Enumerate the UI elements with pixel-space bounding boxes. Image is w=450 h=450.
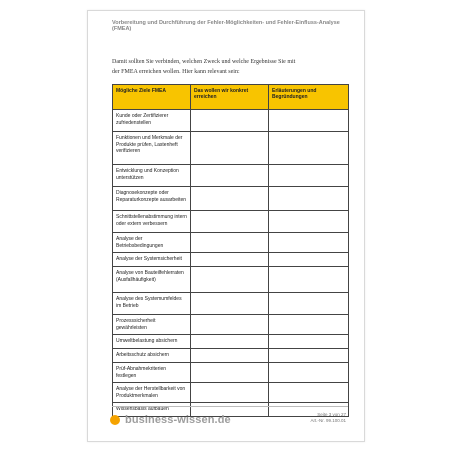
concrete-goal-cell[interactable]	[191, 383, 269, 403]
explanation-cell[interactable]	[269, 383, 349, 403]
column-header-concrete: Das wollen wir konkret erreichen	[191, 85, 269, 110]
concrete-goal-cell[interactable]	[191, 233, 269, 253]
goal-cell: Entwicklung und Konzeption unterstützen	[113, 165, 191, 187]
table-row	[113, 349, 349, 363]
concrete-goal-cell[interactable]	[191, 110, 269, 132]
business-wissen-logo	[110, 414, 231, 426]
explanation-cell[interactable]	[269, 165, 349, 187]
page-info	[310, 412, 346, 424]
footer-divider	[112, 406, 348, 407]
table-row	[113, 383, 349, 403]
table-header-row	[113, 85, 349, 110]
table-row	[113, 110, 349, 132]
logo-dot-icon	[110, 415, 120, 425]
goal-cell: Analyse von Bauteilfehlerraten (Ausfallhäufigkeit)	[113, 267, 191, 293]
logo-text: business-wissen.de	[125, 414, 231, 426]
concrete-goal-cell[interactable]	[191, 187, 269, 211]
concrete-goal-cell[interactable]	[191, 267, 269, 293]
goal-cell: Kunde oder Zertifizierer zufriedenstellen	[113, 110, 191, 132]
table-row	[113, 293, 349, 315]
column-header-goals: Mögliche Ziele FMEA	[113, 85, 191, 110]
concrete-goal-cell[interactable]	[191, 293, 269, 315]
goal-cell: Wissensbasis aufbauen	[113, 403, 191, 417]
fmea-goals-table	[112, 84, 349, 417]
explanation-cell[interactable]	[269, 349, 349, 363]
table-row	[113, 187, 349, 211]
explanation-cell[interactable]	[269, 110, 349, 132]
concrete-goal-cell[interactable]	[191, 363, 269, 383]
explanation-cell[interactable]	[269, 335, 349, 349]
goal-cell: Diagnosekonzepte oder Reparaturkonzepte ausarbeiten	[113, 187, 191, 211]
concrete-goal-cell[interactable]	[191, 349, 269, 363]
goal-cell: Schnittstellenabstimmung intern oder extern verbessern	[113, 211, 191, 233]
explanation-cell[interactable]	[269, 315, 349, 335]
explanation-cell[interactable]	[269, 187, 349, 211]
goal-cell: Analyse des Systemumfeldes im Betrieb	[113, 293, 191, 315]
explanation-cell[interactable]	[269, 253, 349, 267]
table-row	[113, 211, 349, 233]
concrete-goal-cell[interactable]	[191, 253, 269, 267]
concrete-goal-cell[interactable]	[191, 132, 269, 165]
concrete-goal-cell[interactable]	[191, 211, 269, 233]
concrete-goal-cell[interactable]	[191, 315, 269, 335]
table-row	[113, 363, 349, 383]
intro-paragraph	[112, 58, 342, 77]
article-number: Art.-Nr. 99.100.01	[310, 418, 346, 423]
goal-cell: Analyse der Herstellbarkeit von Produktmerkmalen	[113, 383, 191, 403]
explanation-cell[interactable]	[269, 293, 349, 315]
goal-cell: Analyse der Systemsicherheit	[113, 253, 191, 267]
explanation-cell[interactable]	[269, 233, 349, 253]
table-row	[113, 233, 349, 253]
intro-line-1: Damit sollten Sie verbinden, welchen Zweck und welche Ergebnisse Sie mit	[112, 59, 296, 65]
intro-line-2: der FMEA erreichen wollen. Hier kann relevant sein:	[112, 68, 240, 75]
explanation-cell[interactable]	[269, 211, 349, 233]
column-header-explanations: Erläuterungen und Begründungen	[269, 85, 349, 110]
goal-cell: Prüf-Abnahmekriterien festlegen	[113, 363, 191, 383]
document-header-title: Vorbereitung und Durchführung der Fehler-Möglichkeiten- und Fehler-Einfluss-Analyse (FMEA)	[112, 20, 340, 32]
goal-cell: Arbeitsschutz absichern	[113, 349, 191, 363]
table-row	[113, 267, 349, 293]
explanation-cell[interactable]	[269, 363, 349, 383]
explanation-cell[interactable]	[269, 267, 349, 293]
table-row	[113, 165, 349, 187]
page-number: Seite 3 von 27	[317, 412, 346, 417]
goal-cell: Prozesssicherheit gewährleisten	[113, 315, 191, 335]
concrete-goal-cell[interactable]	[191, 335, 269, 349]
goal-cell: Funktionen und Merkmale der Produkte prüfen, Lastenheft verifizieren	[113, 132, 191, 165]
table-row	[113, 315, 349, 335]
table-row	[113, 335, 349, 349]
goal-cell: Umweltbelastung absichern	[113, 335, 191, 349]
table-row	[113, 253, 349, 267]
concrete-goal-cell[interactable]	[191, 165, 269, 187]
table-row	[113, 132, 349, 165]
goal-cell: Analyse der Betriebsbedingungen	[113, 233, 191, 253]
explanation-cell[interactable]	[269, 132, 349, 165]
